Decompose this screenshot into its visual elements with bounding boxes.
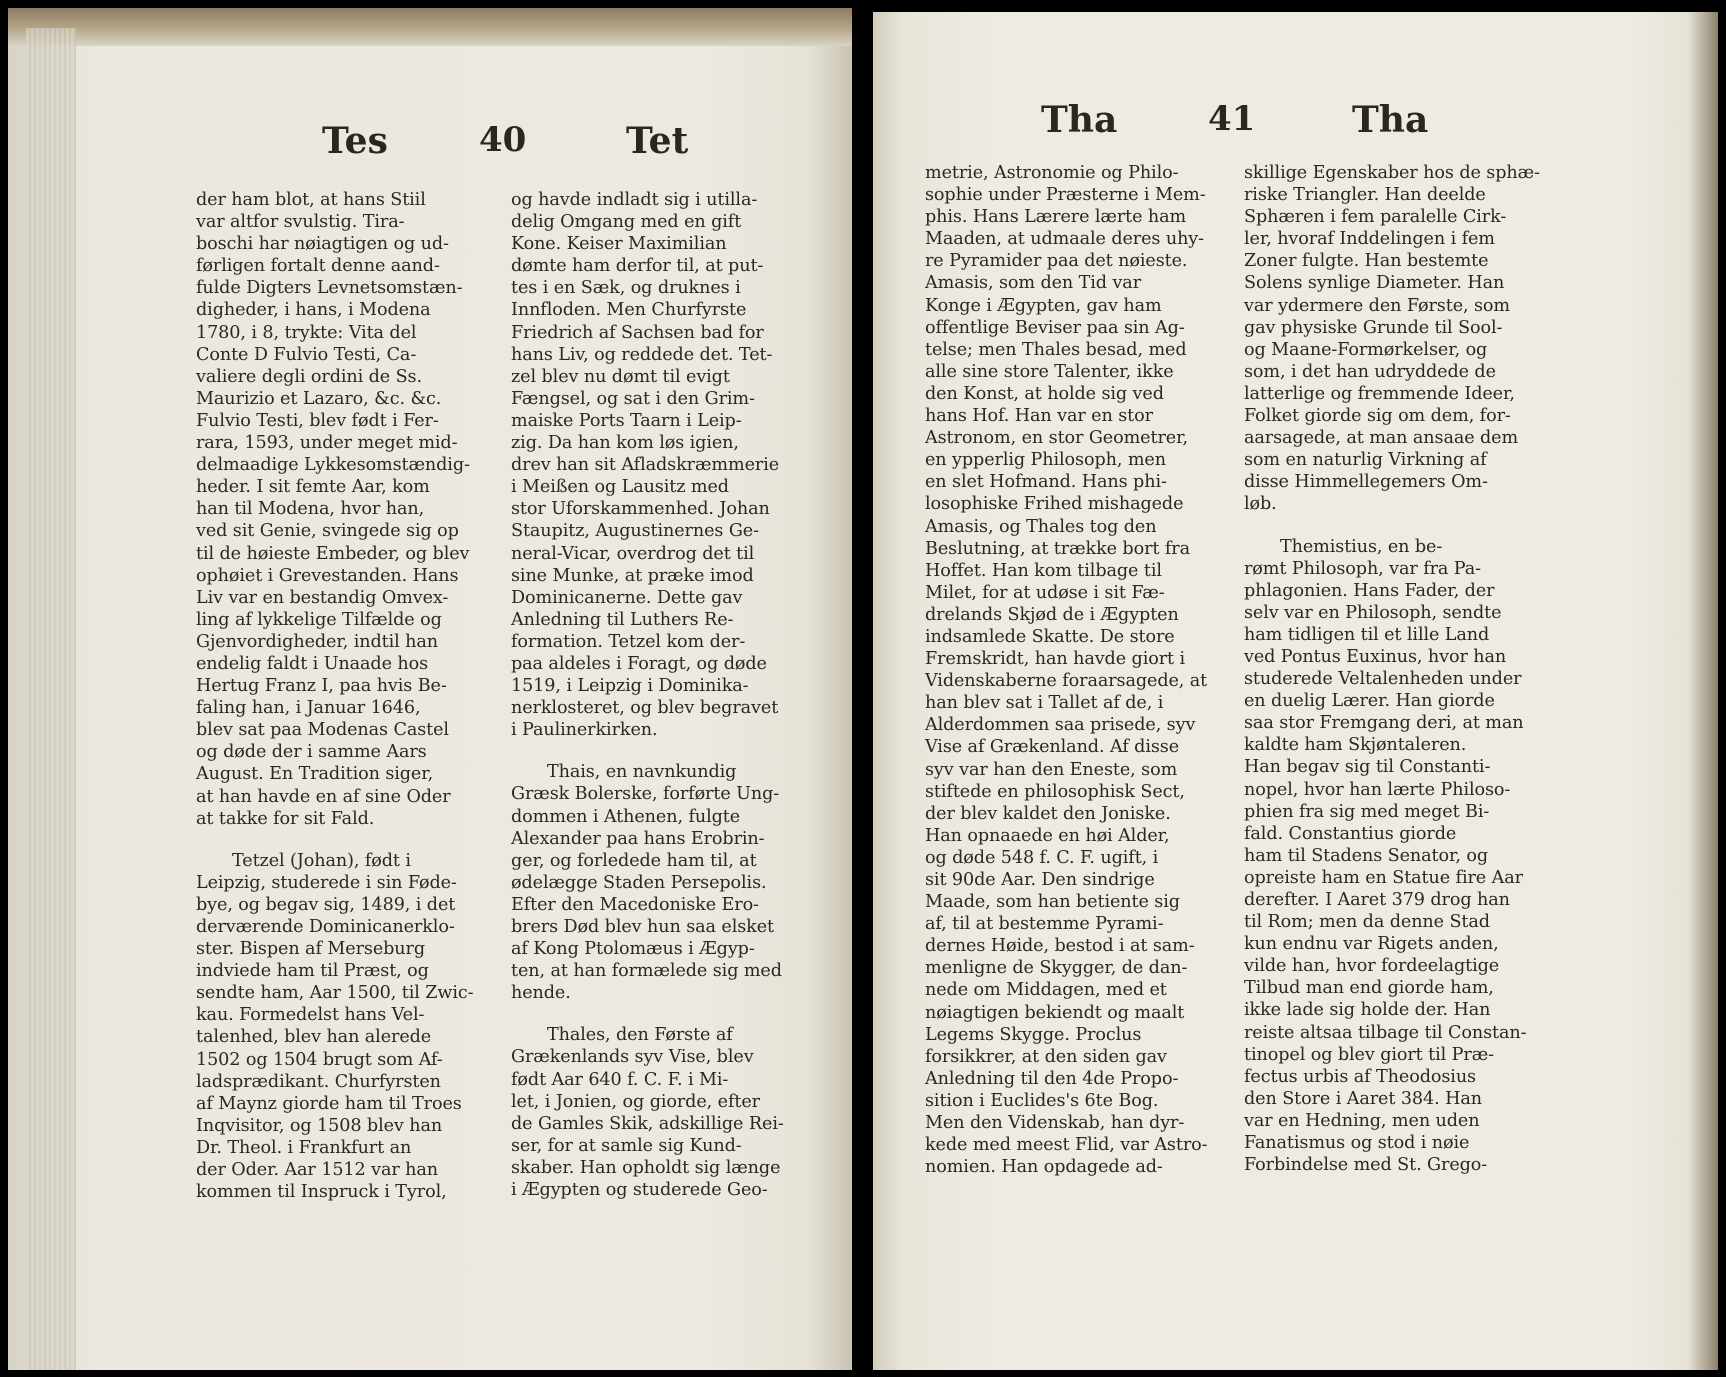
text-line: en ypperlig Philosoph, men [925,450,1166,471]
text-line: maiske Ports Taarn i Leip- [511,410,742,431]
text-line: sophie under Præsterne i Mem- [925,185,1206,206]
text-line: drelands Skjød de i Ægypten [925,604,1179,625]
text-line: tinopel og blev giort til Præ- [1244,1044,1494,1065]
text-line: Dr. Theol. i Frankfurt an [196,1137,412,1158]
text-line: den Store i Aaret 384. Han [1244,1088,1482,1109]
text-line: derværende Dominicanerklo- [196,917,455,937]
text-line: der ham blot, at hans Stiil [196,190,426,210]
text-line: Solens synlige Diameter. Han [1244,273,1505,294]
text-line: disse Himmellegemers Om- [1244,472,1488,493]
text-line: valiere degli ordini de Ss. [196,366,422,387]
text-line: stiftede en philosophisk Sect, [925,781,1185,802]
text-line: Græsk Bolerske, forførte Ung- [511,784,780,805]
text-line: ser, for at samle sig Kund- [511,1135,742,1156]
text-line: zig. Da han kom løs igien, [511,433,739,454]
text-line: Konge i Ægypten, gav ham [925,295,1162,316]
text-line: Thais, en navnkundig [547,762,737,783]
text-line: fald. Constantius giorde [1244,823,1457,844]
text-line: indviede ham til Præst, og [196,961,429,982]
text-line: dommen i Athenen, fulgte [511,806,741,827]
text-line: Hoffet. Han kom tilbage til [925,560,1162,581]
book-top-edge [8,8,852,46]
text-line: heder. I sit femte Aar, kom [196,477,430,498]
text-line: Thales, den Første af [547,1025,733,1046]
text-line: August. En Tradition siger, [196,764,434,785]
text-line: phien fra sig med meget Bi- [1244,801,1490,822]
left-page [8,8,852,1370]
text-line: forsikkrer, at den siden gav [925,1046,1167,1067]
text-line: nøiagtigen bekiendt og maalt [925,1002,1185,1023]
text-line: formation. Tetzel kom der- [511,631,746,652]
text-line: Gjenvordigheder, indtil han [196,631,439,652]
paragraph [196,189,496,830]
text-line: drev han sit Afladskræmmerie [511,455,780,476]
text-line: Maurizio et Lazaro, &c. &c. [196,388,442,409]
text-line: neral-Vicar, overdrog det til [511,543,755,564]
text-line: Vise af Grækenland. Af disse [925,737,1180,758]
text-line: i Ægypten og studerede Geo- [511,1180,768,1201]
text-line: delig Omgang med en gift [511,212,742,233]
text-line: Tetzel (Johan), født i [232,850,411,871]
text-line: ved sit Genie, svingede sig op [196,521,459,542]
text-line: gav physiske Grunde til Sool- [1244,317,1503,338]
text-line: Milet, for at udøse i sit Fæ- [925,582,1165,603]
text-line: tes i en Sæk, og druknes i [511,278,741,299]
book-gutter [852,0,873,1377]
text-line: Liv var en bestandig Omvex- [196,587,449,608]
text-line: blev sat paa Modenas Castel [196,720,449,741]
text-line: Hertug Franz I, paa hvis Be- [196,676,447,697]
text-line: hende. [511,983,571,1004]
text-line: stor Uforskammenhed. Johan [511,499,770,520]
text-line: indsamlede Skatte. De store [925,626,1175,647]
text-line: Dominicanerne. Dette gav [511,587,743,608]
text-line: var en Hedning, men uden [1244,1110,1480,1131]
text-line: rømt Philosoph, var fra Pa- [1244,558,1481,579]
text-line: han blev sat i Tallet af de, i [925,693,1164,714]
paragraph [511,1024,821,1201]
text-line: den Konst, at holde sig ved [925,383,1164,404]
header-left-catchword: Tes [322,120,388,162]
text-line: Alderdommen saa prisede, syv [925,715,1196,736]
text-line: som, i det han udryddede de [1244,361,1496,382]
text-line: kun endnu var Rigets anden, [1244,934,1499,955]
text-line: at han havde en af sine Oder [196,786,451,807]
right-page-column-1 [925,162,1235,1178]
text-line: Staupitz, Augustinernes Ge- [511,521,759,542]
text-line: menligne de Skygger, de dan- [925,958,1188,979]
text-line: Amasis, som den Tid var [925,273,1141,294]
text-line: fulde Digters Levnetsomstæn- [196,278,463,299]
text-line: af Kong Ptolomæus i Ægyp- [511,939,755,960]
text-line: nede om Middagen, med et [925,980,1167,1001]
text-line: løb. [1244,494,1277,515]
text-line: delmaadige Lykkesomstændig- [196,455,470,476]
paragraph [511,189,821,741]
text-line: ham tidligen til et lille Land [1244,624,1490,645]
text-line: i Paulinerkirken. [511,720,658,741]
text-line: Han begav sig til Constanti- [1244,757,1491,778]
text-line: metrie, Astronomie og Philo- [925,163,1179,183]
text-line: Folket giorde sig om dem, for- [1244,406,1511,427]
text-line: 1780, i 8, trykte: Vita del [196,322,417,343]
text-line: offentlige Beviser paa sin Ag- [925,317,1185,338]
text-line: og Maane-Formørkelser, og [1244,339,1488,360]
text-line: Anledning til den 4de Propo- [925,1068,1179,1089]
text-line: Grækenlands syv Vise, blev [511,1047,754,1068]
text-line: en duelig Lærer. Han giorde [1244,691,1495,712]
text-line: Fængsel, og sat i den Grim- [511,388,755,409]
text-line: saa stor Fremgang deri, at man [1244,713,1524,734]
text-line: aarsagede, at man ansaae dem [1244,428,1519,449]
text-line: talenhed, blev han aleredе [196,1027,432,1048]
header-right-catchword: Tha [1352,99,1429,141]
text-line: sition i Euclides's 6te Bog. [925,1090,1159,1111]
text-line: digheder, i hans, i Modena [196,300,431,321]
text-line: dømte ham derfor til, at put- [511,256,764,277]
text-line: Fremskridt, han havde giort i [925,649,1186,670]
text-line: ophøiet i Grevestanden. Hans [196,565,459,586]
page-stack-edge [26,28,76,1370]
text-line: Beslutning, at trække bort fra [925,538,1190,559]
page-number: 40 [479,120,527,160]
page-number: 41 [1208,99,1256,139]
text-line: ham til Stadens Senator, og [1244,845,1489,866]
text-line: derefter. I Aaret 379 drog han [1244,890,1510,910]
text-line: der blev kaldet den Joniske. [925,803,1171,824]
text-line: Legems Skygge. Proclus [925,1024,1142,1045]
text-line: Sphæren i fem paralelle Cirk- [1244,207,1507,228]
text-line: i Meißen og Lausitz med [511,477,729,498]
text-line: re Pyramider paa det nøieste. [925,251,1188,272]
text-line: brers Død blev hun saa elsket [511,917,774,937]
text-line: Efter den Macedoniske Ero- [511,894,759,915]
text-line: losophiske Frihed mishagede [925,494,1184,515]
text-line: ikke lade sig holde der. Han [1244,1000,1491,1021]
text-line: og havde indladt sig i utilla- [511,190,758,210]
text-line: født Aar 640 f. C. F. i Mi- [511,1069,729,1090]
text-line: Anledning til Luthers Re- [511,609,734,630]
text-line: Themistius, en be- [1280,536,1443,557]
text-line: nerklosteret, og blev begravet [511,698,779,719]
text-line: sendte ham, Aar 1500, til Zwic- [196,983,474,1004]
text-line: Fanatismus og stod i nøie [1244,1133,1470,1154]
left-page-column-2 [511,189,821,1201]
text-line: skaber. Han opholdt sig længe [511,1157,781,1178]
text-line: selv var en Philosoph, sendte [1244,602,1502,623]
text-line: kaldte ham Skjøntaleren. [1244,735,1467,756]
text-line: til Rom; men da denne Stad [1244,912,1490,933]
text-line: skillige Egenskaber hos de sphæ- [1244,163,1540,183]
text-line: phlagonien. Hans Fader, der [1244,580,1495,601]
text-line: Videnskaberne foraarsagede, at [925,671,1208,692]
text-line: boschi har nøiagtigen og ud- [196,234,449,255]
text-line: Fulvio Testi, blev født i Fer- [196,410,439,431]
paragraph [511,761,821,1004]
text-line: var altfor svulstig. Tira- [196,212,405,233]
text-line: faling han, i Januar 1646, [196,698,421,719]
text-line: nomien. Han opdagede ad- [925,1157,1163,1178]
text-line: Zoner fulgte. Han bestemte [1244,251,1489,272]
text-line: Kone. Keiser Maximilian [511,234,727,255]
text-line: Forbindelse med St. Grego- [1244,1155,1488,1176]
text-line: ten, at han formælede sig med [511,961,782,982]
text-line: de Gamles Skik, adskillige Rei- [511,1113,784,1134]
paragraph [1244,536,1554,1177]
text-line: paa aldeles i Foragt, og døde [511,653,767,674]
text-line: kede med meest Flid, var Astro- [925,1135,1208,1156]
paragraph [925,162,1235,1178]
text-line: Amasis, og Thales tog den [925,516,1157,537]
text-line: alle sine store Talenter, ikke [925,361,1174,382]
text-line: som en naturlig Virkning af [1244,450,1487,471]
text-line: vilde han, hvor fordeelagtige [1244,956,1500,977]
text-line: ster. Bispen af Merseburg [196,939,425,960]
paragraph [1244,162,1554,516]
text-line: 1519, i Leipzig i Dominika- [511,676,749,697]
text-line: sine Munke, at præke imod [511,565,754,586]
text-line: Leipzig, studerede i sin Føde- [196,872,457,893]
text-line: kommen til Inspruck i Tyrol, [196,1182,447,1203]
text-line: en slet Hofmand. Hans phi- [925,472,1167,493]
text-line: 1502 og 1504 brugt som Af- [196,1049,443,1070]
text-line: telse; men Thales besad, med [925,339,1187,360]
text-line: hans Liv, og reddede det. Tet- [511,344,773,365]
text-line: af Maynz giorde ham til Troes [196,1093,462,1114]
text-line: rara, 1593, under meget mid- [196,433,458,454]
text-line: ladsprædikant. Churfyrsten [196,1071,441,1092]
text-line: Conte D Fulvio Testi, Ca- [196,344,417,365]
text-line: kau. Formedelst hans Vel- [196,1005,425,1026]
text-line: han til Modena, hvor han, [196,499,425,520]
text-line: at takke for sit Fald. [196,808,375,829]
text-line: opreiste ham en Statue fire Aar [1244,867,1523,888]
text-line: og døde 548 f. C. F. ugift, i [925,847,1159,868]
text-line: syv var han den Eneste, som [925,759,1178,780]
text-line: Innfloden. Men Churfyrste [511,300,747,321]
text-line: riske Triangler. Han deelde [1244,185,1486,206]
text-line: reiste altsaa tilbage til Constan- [1244,1022,1527,1043]
paragraph [196,850,496,1204]
left-page-column-1 [196,189,496,1203]
text-line: latterlige og fremmende Ideer, [1244,383,1515,404]
text-line: dernes Høide, bestod i at sam- [925,936,1195,957]
text-line: og døde der i samme Aars [196,742,427,763]
text-line: studerede Veltalenheden under [1244,669,1522,690]
text-line: til de høieste Embeder, og blev [196,543,470,564]
text-line: Maade, som han betiente sig [925,892,1180,913]
header-right-catchword: Tet [626,120,689,162]
text-line: ger, og forledede ham til, at [511,850,757,871]
text-line: ler, hvoraf Inddelingen i fem [1244,229,1495,250]
text-line: nopel, hvor han lærte Philoso- [1244,779,1511,800]
text-line: Tilbud man end giorde ham, [1244,978,1494,999]
right-page [873,12,1718,1370]
text-line: der Oder. Aar 1512 var han [196,1160,438,1181]
text-line: Friedrich af Sachsen bad for [511,322,764,343]
text-line: bye, og begav sig, 1489, i det [196,894,456,915]
text-line: Astronom, en stor Geometrer, [925,428,1188,449]
header-left-catchword: Tha [1041,99,1118,141]
text-line: ødelægge Staden Persepolis. [511,872,767,893]
text-line: af, til at bestemme Pyrami- [925,914,1164,935]
text-line: førligen fortalt denne aand- [196,256,440,277]
text-line: Maaden, at udmaale deres uhy- [925,229,1204,250]
text-line: fectus urbis af Theodosius [1244,1066,1476,1087]
text-line: Inqvisitor, og 1508 blev han [196,1115,443,1136]
right-page-column-2 [1244,162,1554,1176]
text-line: let, i Jonien, og giorde, efter [511,1091,760,1112]
text-line: hans Hof. Han var en stor [925,406,1153,427]
text-line: ling af lykkelige Tilfælde og [196,609,442,630]
text-line: var ydermere den Første, som [1244,295,1511,316]
text-line: zel blev nu dømt til evigt [511,366,730,387]
text-line: phis. Hans Lærere lærte ham [925,207,1187,228]
text-line: Alexander paa hans Erobrin- [511,828,765,849]
text-line: Men den Videnskab, han dyr- [925,1113,1185,1134]
text-line: sit 90de Aar. Den sindrige [925,870,1155,890]
text-line: Han opnaaede en høi Alder, [925,825,1170,846]
text-line: endelig faldt i Unaade hos [196,653,429,674]
text-line: ved Pontus Euxinus, hvor han [1244,646,1507,667]
